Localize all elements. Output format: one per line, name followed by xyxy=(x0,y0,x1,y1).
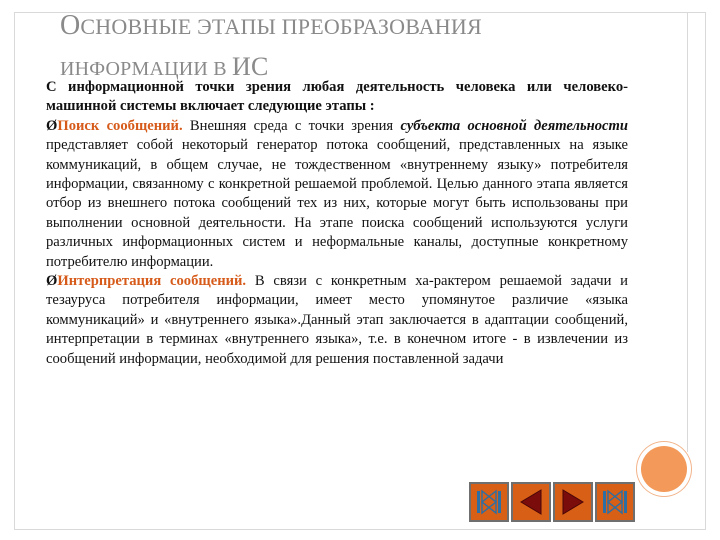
slide-title xyxy=(60,6,620,89)
title-line-1: ОСНОВНЫЕ ЭТАПЫ ПРЕОБРАЗОВАНИЯ xyxy=(60,10,482,41)
previous-icon xyxy=(514,485,548,519)
next-icon xyxy=(556,485,590,519)
arrow-bullet-icon: Ø xyxy=(46,117,58,134)
item2-text: В связи с конкретным ха-рактером решаемой задачи и тезауруса потребителя информации, имеет место упомянутое различие «языка коммуникаций» и «внутреннего языка».Данный этап заключается в адаптации сообщений, интерпретации в терминах «внутреннего языка», т.е. в конечном итоге - в извлечении из сообщений информации, необходимой для решения поставленной задачи xyxy=(46,273,628,367)
next-slide-button[interactable] xyxy=(553,482,593,522)
first-icon xyxy=(472,485,506,519)
item1-emphasis: субъекта основной деятельности xyxy=(400,117,629,134)
first-slide-button[interactable] xyxy=(469,482,509,522)
item1-text-b: представляет собой некоторый генератор потока сообщений, представленных на языке коммуникаций, в общем случае, не тождественном «внутреннему языку» потребителя информации, связанному с конкретной решаемой проблемой. Целью данного этапа является отбор из внешнего потока сообщений тех из них, которые могут быть использованы при выполнении основной деятельности. На этапе поиска сообщений используются услуги различных информационных систем и неформальные каналы, доступные конкретному потребителю информации. xyxy=(46,137,628,270)
previous-slide-button[interactable] xyxy=(511,482,551,522)
list-item-search xyxy=(46,117,628,272)
slide-right-rule xyxy=(687,12,688,452)
list-item-interpretation xyxy=(46,272,628,369)
title-line-2-prefix: ИНФОРМАЦИИ В xyxy=(60,58,232,80)
decorative-circle xyxy=(641,446,687,492)
term-interpretation: Интерпретация сообщений. xyxy=(57,273,247,290)
item1-text-a: Внешняя среда с точки зрения xyxy=(182,117,401,134)
slide-body xyxy=(46,78,628,369)
term-search: Поиск сообщений. xyxy=(57,117,183,134)
slide-navigation xyxy=(469,482,635,522)
arrow-bullet-icon: Ø xyxy=(46,273,58,290)
intro-text: С информационной точки зрения любая деятельность человека или человеко-машинной системы включает следующие этапы : xyxy=(46,79,628,115)
last-slide-button[interactable] xyxy=(595,482,635,522)
last-icon xyxy=(598,485,632,519)
title-line-2-big: ИС xyxy=(232,52,269,81)
